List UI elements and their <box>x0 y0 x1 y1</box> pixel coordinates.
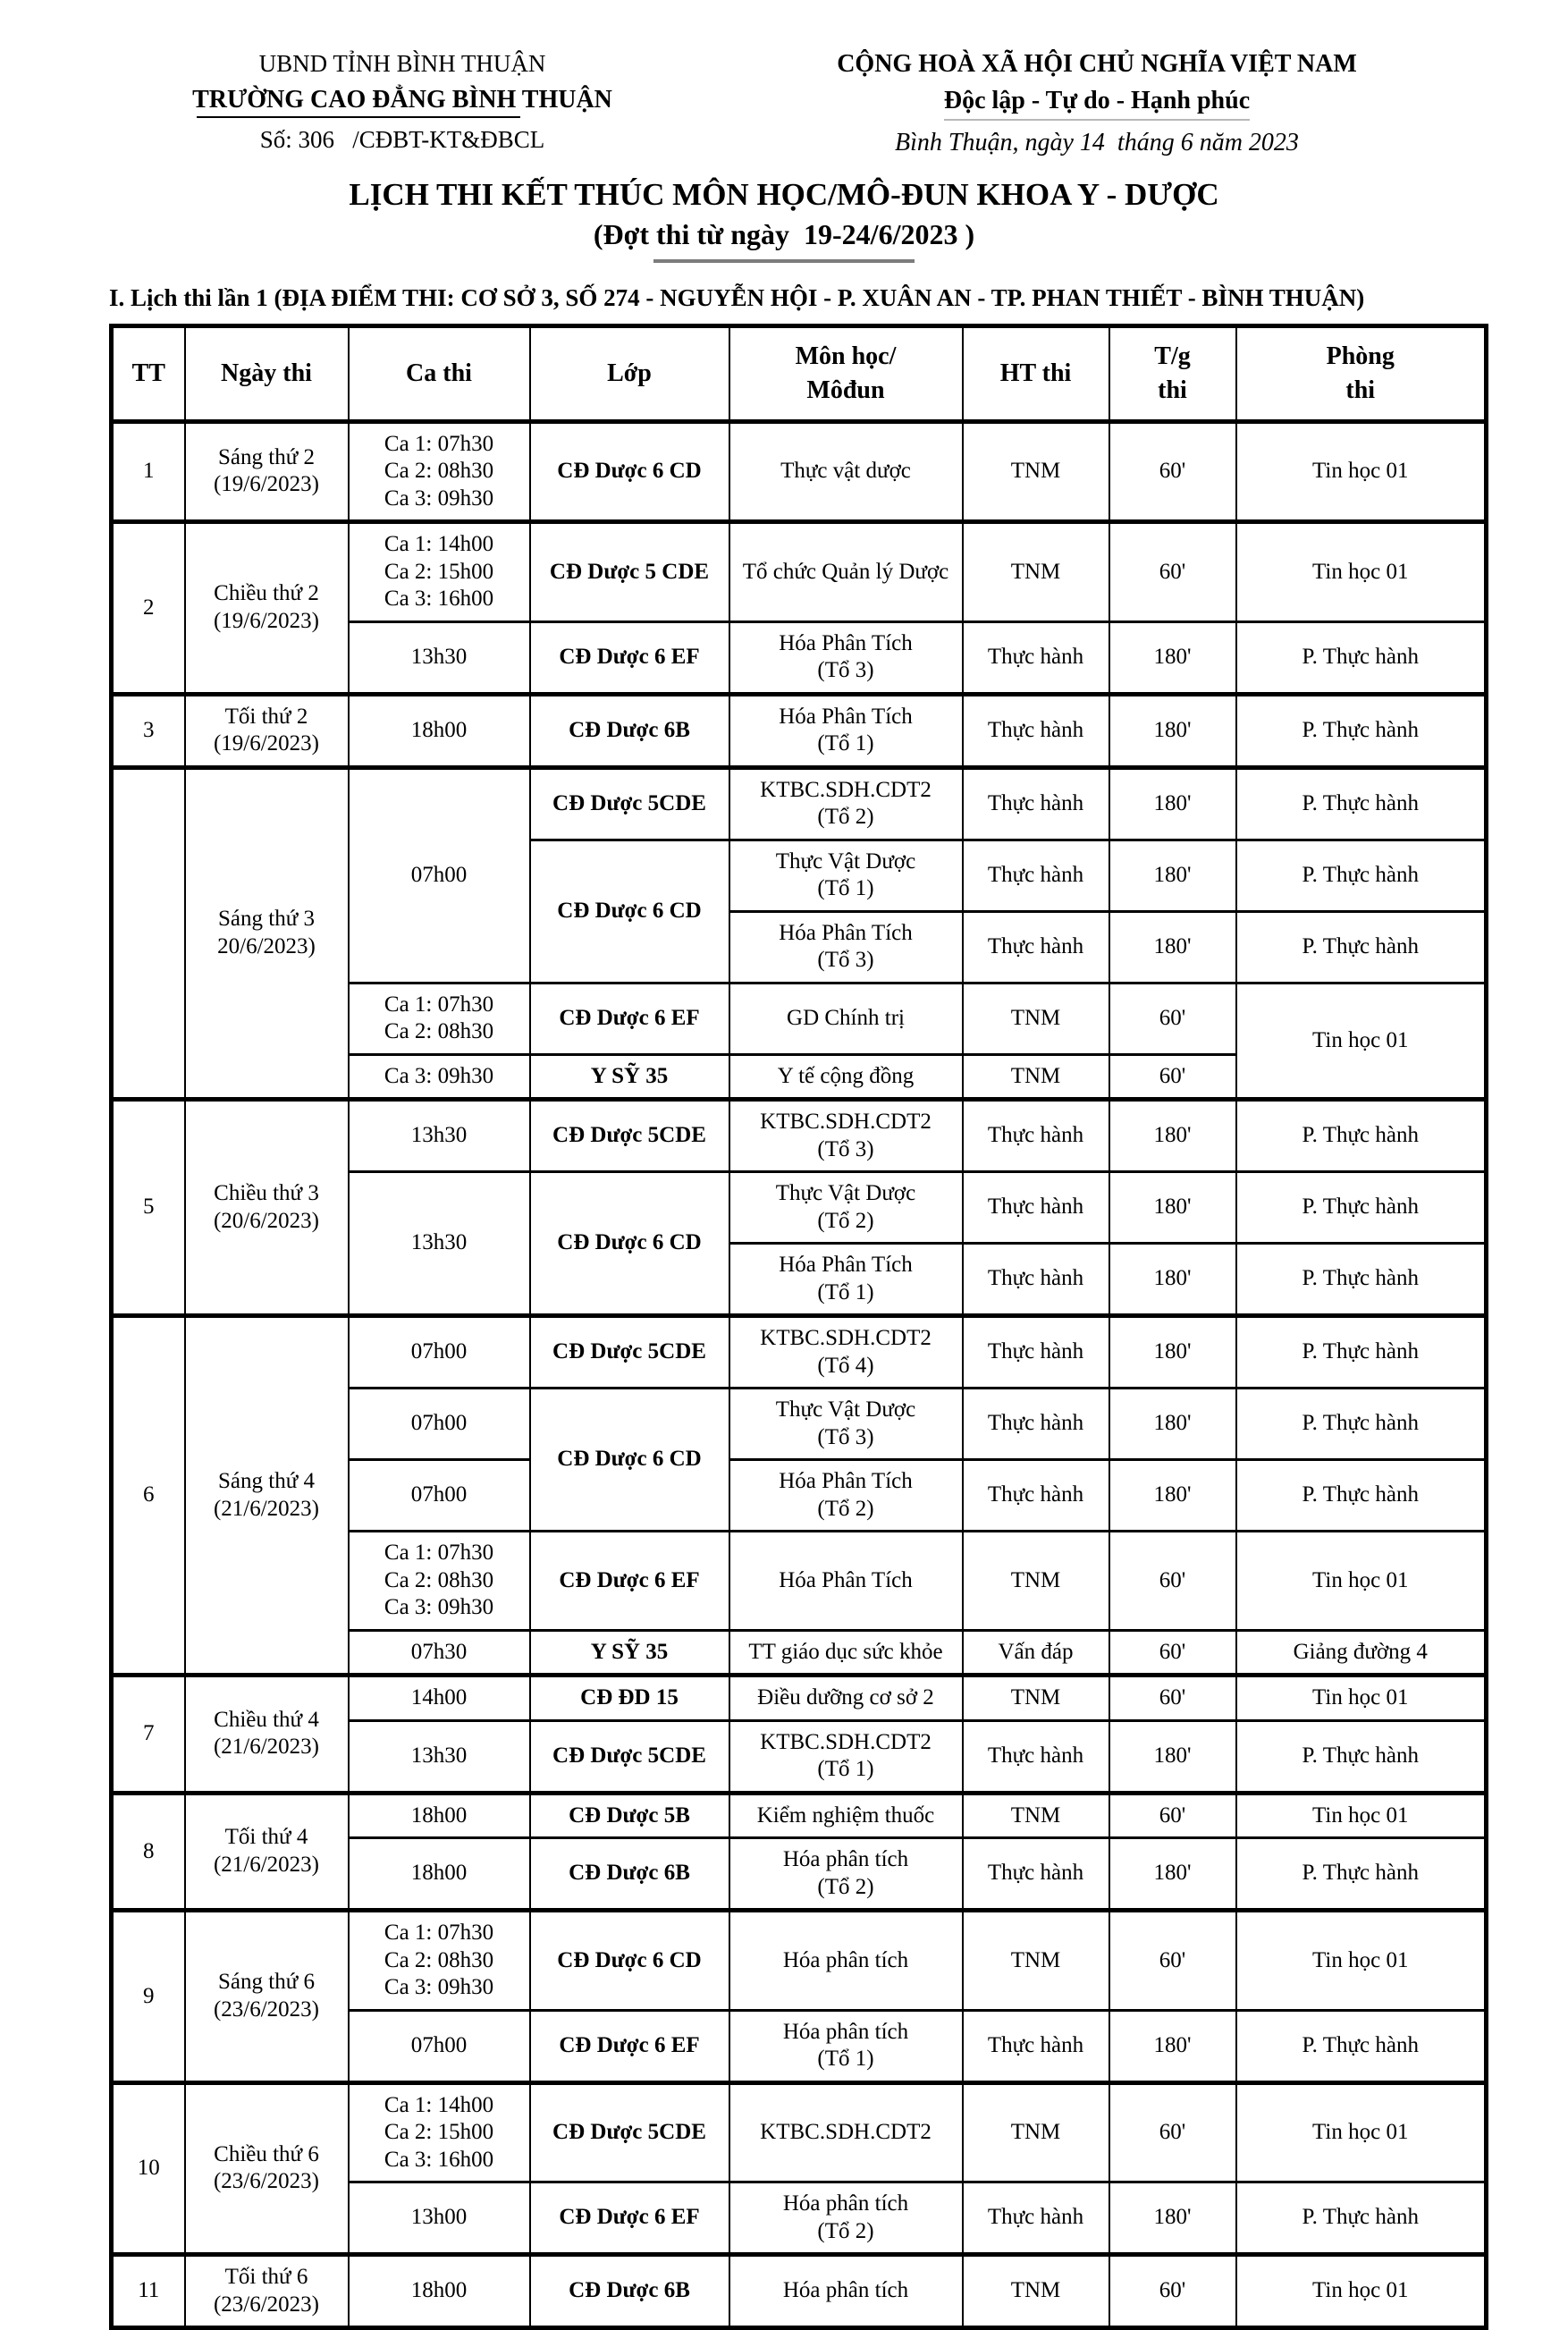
table-cell: Hóa Phân Tích (Tổ 3) <box>729 911 963 983</box>
table-cell: 3 <box>112 694 185 767</box>
column-header: T/g thi <box>1109 326 1236 422</box>
table-cell: TNM <box>963 421 1109 522</box>
table-cell: 7 <box>112 1676 185 1794</box>
table-cell: 60' <box>1109 1054 1236 1100</box>
table-cell: Thực hành <box>963 767 1109 840</box>
table-cell: Giảng đường 4 <box>1236 1630 1487 1676</box>
table-cell: 60' <box>1109 1793 1236 1838</box>
table-cell: Thực hành <box>963 1316 1109 1389</box>
table-cell: CĐ Dược 5B <box>530 1793 729 1838</box>
table-cell: TNM <box>963 1676 1109 1721</box>
document-number: Số: 306 /CĐBT-KT&ĐBCL <box>259 126 545 153</box>
table-cell: Sáng thứ 3 20/6/2023) <box>185 767 349 1100</box>
table-row <box>112 2255 1487 2328</box>
table-cell: 180' <box>1109 694 1236 767</box>
table-row <box>112 2082 1487 2182</box>
table-cell: Y tế cộng đồng <box>729 1054 963 1100</box>
table-cell: 14h00 <box>349 1676 530 1721</box>
table-cell: P. Thực hành <box>1236 840 1487 911</box>
table-row <box>112 1316 1487 1389</box>
table-cell: Ca 3: 09h30 <box>349 1054 530 1100</box>
column-header: TT <box>112 326 185 422</box>
table-cell: CĐ Dược 5CDE <box>530 767 729 840</box>
table-cell: Y SỸ 35 <box>530 1054 729 1100</box>
column-header: Ngày thi <box>185 326 349 422</box>
table-cell: 180' <box>1109 621 1236 694</box>
table-row <box>112 1793 1487 1838</box>
document-title: LỊCH THI KẾT THÚC MÔN HỌC/MÔ-ĐUN KHOA Y - DƯỢC <box>349 177 1219 212</box>
exam-schedule-table <box>109 324 1488 2330</box>
table-cell: 60' <box>1109 1630 1236 1676</box>
table-cell: Vấn đáp <box>963 1630 1109 1676</box>
table-cell: 60' <box>1109 1911 1236 2011</box>
table-cell: 8 <box>112 1793 185 1911</box>
table-cell: TNM <box>963 1054 1109 1100</box>
table-cell: CĐ Dược 6 CD <box>530 840 729 983</box>
table-cell: 2 <box>112 522 185 695</box>
table-cell: 60' <box>1109 983 1236 1054</box>
table-cell: P. Thực hành <box>1236 1460 1487 1532</box>
table-header <box>112 326 1487 422</box>
table-cell: Thực hành <box>963 2182 1109 2255</box>
table-cell: Chiều thứ 6 (23/6/2023) <box>185 2082 349 2255</box>
table-cell: TNM <box>963 1532 1109 1631</box>
table-cell: Hóa phân tích (Tổ 2) <box>729 2182 963 2255</box>
table-cell: 18h00 <box>349 1793 530 1838</box>
table-cell: Thực hành <box>963 840 1109 911</box>
table-cell: TNM <box>963 522 1109 622</box>
table-cell: Tối thứ 2 (19/6/2023) <box>185 694 349 767</box>
table-cell: 18h00 <box>349 1838 530 1911</box>
table-cell: Hóa phân tích <box>729 1911 963 2011</box>
table-cell: CĐ Dược 5CDE <box>530 2082 729 2182</box>
agency-parent-name: UBND TỈNH BÌNH THUẬN <box>258 50 546 77</box>
table-cell: Ca 1: 07h30 Ca 2: 08h30 Ca 3: 09h30 <box>349 421 530 522</box>
table-cell <box>112 767 185 1100</box>
table-cell: Tin học 01 <box>1236 1532 1487 1631</box>
table-cell: Tin học 01 <box>1236 1676 1487 1721</box>
table-cell: CĐ Dược 5CDE <box>530 1316 729 1389</box>
table-cell: CĐ Dược 5CDE <box>530 1720 729 1793</box>
table-cell: 07h00 <box>349 1389 530 1460</box>
column-header: Lớp <box>530 326 729 422</box>
table-cell: CĐ Dược 6 CD <box>530 1389 729 1532</box>
table-cell: Hóa Phân Tích (Tổ 3) <box>729 621 963 694</box>
schedule-table-body <box>112 421 1487 2328</box>
table-cell: Ca 1: 07h30 Ca 2: 08h30 Ca 3: 09h30 <box>349 1532 530 1631</box>
table-cell: CĐ Dược 6B <box>530 694 729 767</box>
place-and-date: Bình Thuận, ngày 14 tháng 6 năm 2023 <box>895 129 1299 156</box>
table-cell: P. Thực hành <box>1236 767 1487 840</box>
table-cell: CĐ Dược 6B <box>530 1838 729 1911</box>
table-cell: CĐ Dược 5CDE <box>530 1100 729 1172</box>
table-cell: Tin học 01 <box>1236 1911 1487 2011</box>
table-cell: Tin học 01 <box>1236 522 1487 622</box>
column-header: Môn học/ Môđun <box>729 326 963 422</box>
table-cell: 180' <box>1109 1720 1236 1793</box>
table-cell: 180' <box>1109 911 1236 983</box>
table-cell: P. Thực hành <box>1236 1244 1487 1316</box>
document-title-block <box>0 177 1568 263</box>
table-cell: Tối thứ 6 (23/6/2023) <box>185 2255 349 2328</box>
table-cell: 60' <box>1109 1532 1236 1631</box>
table-cell: Ca 1: 14h00 Ca 2: 15h00 Ca 3: 16h00 <box>349 2082 530 2182</box>
table-cell: Tin học 01 <box>1236 2082 1487 2182</box>
table-cell: 180' <box>1109 1172 1236 1244</box>
table-cell: Chiều thứ 4 (21/6/2023) <box>185 1676 349 1794</box>
table-cell: 1 <box>112 421 185 522</box>
table-cell: 180' <box>1109 767 1236 840</box>
table-cell: 18h00 <box>349 694 530 767</box>
table-row <box>112 1911 1487 2011</box>
table-cell: Hóa Phân Tích (Tổ 2) <box>729 1460 963 1532</box>
document-subtitle: (Đợt thi từ ngày 19-24/6/2023 ) <box>593 218 975 250</box>
table-cell: 07h00 <box>349 1316 530 1389</box>
table-cell: 60' <box>1109 2255 1236 2328</box>
table-cell: P. Thực hành <box>1236 1720 1487 1793</box>
table-cell: Thực hành <box>963 1244 1109 1316</box>
table-cell: Thực Vật Dược (Tổ 2) <box>729 1172 963 1244</box>
column-header: Ca thi <box>349 326 530 422</box>
table-cell: Hóa Phân Tích <box>729 1532 963 1631</box>
table-cell: 5 <box>112 1100 185 1316</box>
national-header <box>0 50 1568 157</box>
table-cell: Hóa phân tích <box>729 2255 963 2328</box>
table-cell: P. Thực hành <box>1236 2182 1487 2255</box>
table-cell: Hóa phân tích (Tổ 1) <box>729 2010 963 2082</box>
table-cell: Thực hành <box>963 2010 1109 2082</box>
table-cell: Thực hành <box>963 1389 1109 1460</box>
title-underline <box>653 259 915 263</box>
table-cell: TNM <box>963 2255 1109 2328</box>
table-cell: 13h30 <box>349 621 530 694</box>
table-cell: Ca 1: 07h30 Ca 2: 08h30 Ca 3: 09h30 <box>349 1911 530 2011</box>
table-cell: Thực hành <box>963 1720 1109 1793</box>
table-cell: P. Thực hành <box>1236 1389 1487 1460</box>
section-heading: I. Lịch thi lần 1 (ĐỊA ĐIỂM THI: CƠ SỞ 3, SỐ 274 - NGUYỄN HỘI - P. XUÂN AN - TP. PHAN THIẾT - BÌNH THUẬN) <box>109 284 1365 311</box>
table-row <box>112 767 1487 840</box>
table-cell: Hóa Phân Tích (Tổ 1) <box>729 1244 963 1316</box>
table-cell: P. Thực hành <box>1236 621 1487 694</box>
table-cell: 07h30 <box>349 1630 530 1676</box>
table-cell: 60' <box>1109 421 1236 522</box>
table-cell: 180' <box>1109 1316 1236 1389</box>
table-row <box>112 694 1487 767</box>
issuing-agency-block <box>0 50 805 154</box>
table-cell: P. Thực hành <box>1236 1316 1487 1389</box>
table-cell: CĐ ĐD 15 <box>530 1676 729 1721</box>
table-cell: 180' <box>1109 1389 1236 1460</box>
table-cell: Y SỸ 35 <box>530 1630 729 1676</box>
table-cell: 13h30 <box>349 1172 530 1316</box>
table-cell: P. Thực hành <box>1236 694 1487 767</box>
table-cell: Điều dưỡng cơ sở 2 <box>729 1676 963 1721</box>
table-cell: P. Thực hành <box>1236 2010 1487 2082</box>
table-cell: TNM <box>963 2082 1109 2182</box>
table-cell: 13h00 <box>349 2182 530 2255</box>
table-row <box>112 1676 1487 1721</box>
table-cell: 60' <box>1109 2082 1236 2182</box>
table-cell: Tin học 01 <box>1236 1793 1487 1838</box>
table-cell: Hóa Phân Tích (Tổ 1) <box>729 694 963 767</box>
table-cell: 180' <box>1109 1100 1236 1172</box>
column-header: HT thi <box>963 326 1109 422</box>
table-cell: TNM <box>963 1793 1109 1838</box>
table-cell: TT giáo dục sức khỏe <box>729 1630 963 1676</box>
table-cell: KTBC.SDH.CDT2 (Tổ 4) <box>729 1316 963 1389</box>
table-cell: 180' <box>1109 1460 1236 1532</box>
table-cell: CĐ Dược 6 EF <box>530 1532 729 1631</box>
table-cell: 11 <box>112 2255 185 2328</box>
table-cell: Thực hành <box>963 694 1109 767</box>
table-cell: CĐ Dược 6 CD <box>530 1911 729 2011</box>
table-cell: CĐ Dược 5 CDE <box>530 522 729 622</box>
table-cell: Thực hành <box>963 911 1109 983</box>
table-cell: CĐ Dược 6 EF <box>530 2182 729 2255</box>
table-cell: CĐ Dược 6B <box>530 2255 729 2328</box>
table-header-row <box>112 326 1487 422</box>
agency-name: TRƯỜNG CAO ĐẲNG BÌNH THUẬN <box>192 86 612 114</box>
table-cell: Ca 1: 14h00 Ca 2: 15h00 Ca 3: 16h00 <box>349 522 530 622</box>
table-cell: CĐ Dược 6 CD <box>530 1172 729 1316</box>
table-cell: 13h30 <box>349 1720 530 1793</box>
table-cell: 180' <box>1109 1838 1236 1911</box>
table-cell: Thực hành <box>963 1100 1109 1172</box>
table-cell: Chiều thứ 2 (19/6/2023) <box>185 522 349 695</box>
table-cell: 60' <box>1109 1676 1236 1721</box>
table-cell: TNM <box>963 983 1109 1054</box>
table-cell: Thực Vật Dược (Tổ 3) <box>729 1389 963 1460</box>
table-cell: Tin học 01 <box>1236 2255 1487 2328</box>
table-cell: 13h30 <box>349 1100 530 1172</box>
table-cell: Sáng thứ 6 (23/6/2023) <box>185 1911 349 2083</box>
national-motto-block <box>805 50 1389 157</box>
table-cell: KTBC.SDH.CDT2 (Tổ 2) <box>729 767 963 840</box>
table-cell: P. Thực hành <box>1236 1172 1487 1244</box>
table-cell: 07h00 <box>349 767 530 983</box>
table-cell: Kiểm nghiệm thuốc <box>729 1793 963 1838</box>
table-cell: Thực hành <box>963 1838 1109 1911</box>
table-row <box>112 1100 1487 1172</box>
table-cell: Thực hành <box>963 1172 1109 1244</box>
table-cell: Tổ chức Quản lý Dược <box>729 522 963 622</box>
table-row <box>112 522 1487 622</box>
table-cell: P. Thực hành <box>1236 1838 1487 1911</box>
table-cell: Sáng thứ 2 (19/6/2023) <box>185 421 349 522</box>
table-cell: P. Thực hành <box>1236 1100 1487 1172</box>
table-cell: 9 <box>112 1911 185 2083</box>
table-cell: 180' <box>1109 2010 1236 2082</box>
table-cell: Tin học 01 <box>1236 421 1487 522</box>
national-motto: Độc lập - Tự do - Hạnh phúc <box>805 87 1389 121</box>
table-cell: CĐ Dược 6 CD <box>530 421 729 522</box>
table-cell: 6 <box>112 1316 185 1676</box>
table-cell: Tin học 01 <box>1236 983 1487 1100</box>
table-cell: Chiều thứ 3 (20/6/2023) <box>185 1100 349 1316</box>
table-cell: Hóa phân tích (Tổ 2) <box>729 1838 963 1911</box>
table-cell: P. Thực hành <box>1236 911 1487 983</box>
table-cell: CĐ Dược 6 EF <box>530 2010 729 2082</box>
table-cell: Tối thứ 4 (21/6/2023) <box>185 1793 349 1911</box>
table-cell: Sáng thứ 4 (21/6/2023) <box>185 1316 349 1676</box>
table-cell: 07h00 <box>349 2010 530 2082</box>
table-cell: 07h00 <box>349 1460 530 1532</box>
table-cell: GD Chính trị <box>729 983 963 1054</box>
table-cell: 60' <box>1109 522 1236 622</box>
table-cell: TNM <box>963 1911 1109 2011</box>
table-cell: 180' <box>1109 1244 1236 1316</box>
table-cell: 180' <box>1109 840 1236 911</box>
column-header: Phòng thi <box>1236 326 1487 422</box>
table-row <box>112 421 1487 522</box>
table-cell: CĐ Dược 6 EF <box>530 621 729 694</box>
table-cell: Thực vật dược <box>729 421 963 522</box>
table-cell: 10 <box>112 2082 185 2255</box>
table-cell: CĐ Dược 6 EF <box>530 983 729 1054</box>
table-cell: Thực hành <box>963 621 1109 694</box>
table-cell: Ca 1: 07h30 Ca 2: 08h30 <box>349 983 530 1054</box>
table-cell: Thực Vật Dược (Tổ 1) <box>729 840 963 911</box>
country-name: CỘNG HOÀ XÃ HỘI CHỦ NGHĨA VIỆT NAM <box>837 50 1357 78</box>
table-cell: KTBC.SDH.CDT2 <box>729 2082 963 2182</box>
table-cell: KTBC.SDH.CDT2 (Tổ 1) <box>729 1720 963 1793</box>
table-cell: 18h00 <box>349 2255 530 2328</box>
table-cell: 180' <box>1109 2182 1236 2255</box>
table-cell: Thực hành <box>963 1460 1109 1532</box>
table-cell: KTBC.SDH.CDT2 (Tổ 3) <box>729 1100 963 1172</box>
